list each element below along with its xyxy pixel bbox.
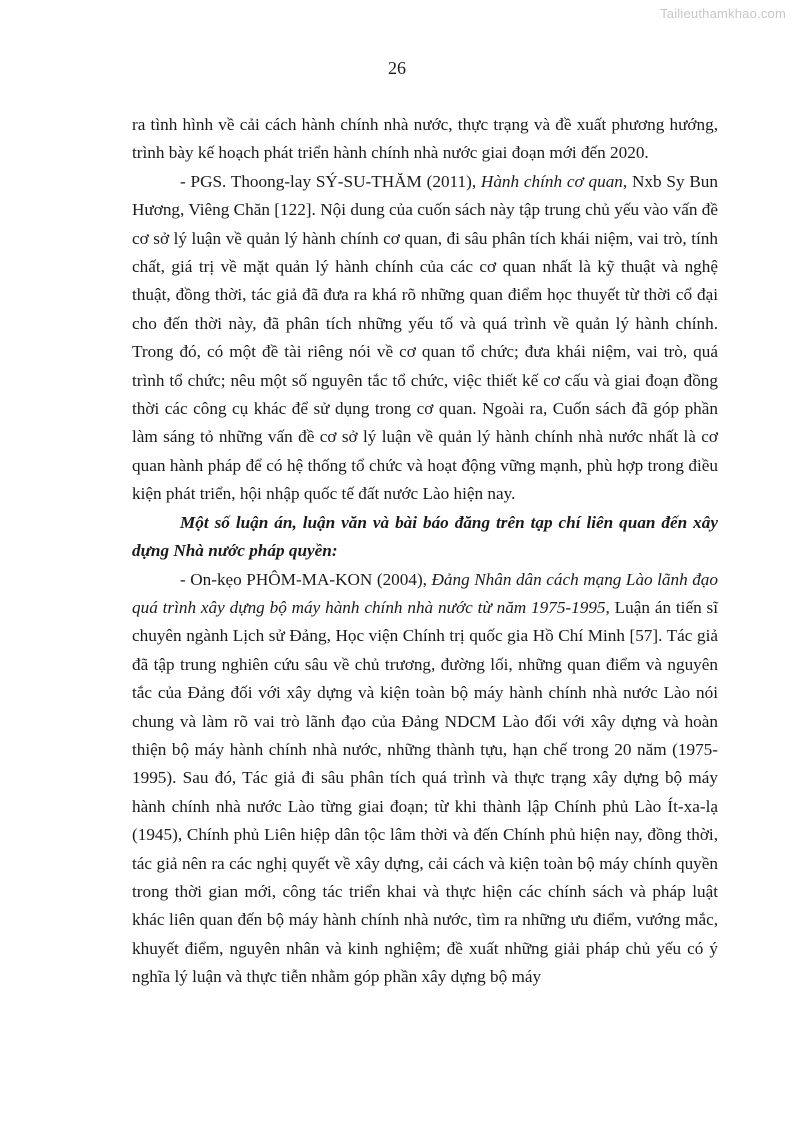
paragraph-continued: ra tình hình về cải cách hành chính nhà nước, thực trạng và đề xuất phương hướng, trình bày kế hoạch phát triển hành chính nhà nước giai đoạn mới đến 2020. [132, 115, 718, 163]
paragraph-reference-2 [132, 566, 718, 992]
reference-description: , Nxb Sy Bun Hương, Viêng Chăn [122]. Nội dung của cuốn sách này tập trung chủ yếu vào vấn đề cơ sở lý luận về quản lý hành chính cơ quan, đi sâu phân tích khái niệm, vai trò, tính chất, giá trị về mặt quản lý hành chính của các cơ quan nhất là kỹ thuật và nghệ thuật, đồng thời, tác giả đã đưa ra khá rõ những quan điểm học thuyết từ thời cổ đại cho đến thời này, đã phân tích những yếu tố và quá trình về quản lý hành chính. Trong đó, có một đề tài riêng nói về cơ quan tổ chức; đưa khái niệm, vai trò, quá trình tổ chức; nêu một số nguyên tắc tổ chức, việc thiết kế cơ cấu và giai đoạn đồng thời các công cụ khác để sử dụng trong cơ quan. Ngoài ra, Cuốn sách đã góp phần làm sáng tỏ những vấn đề cơ sở lý luận về quản lý hành chính nhà nước nhất là cơ quan hành pháp để có hệ thống tổ chức và hoạt động vững mạnh, phù hợp trong điều kiện phát triển, hội nhập quốc tế đất nước Lào hiện nay. [132, 171, 718, 504]
reference-title: Đảng Nhân dân cách mạng Lào lãnh đạo quá trình xây dựng bộ máy hành chính nhà nước từ năm 1975-1995 [132, 569, 718, 617]
page-number: 26 [388, 58, 406, 78]
paragraph-reference-1 [132, 168, 718, 509]
reference-title: Hành chính cơ quan [480, 171, 623, 191]
reference-description: , Luận án tiến sĩ chuyên ngành Lịch sử Đảng, Học viện Chính trị quốc gia Hồ Chí Minh [57]. Tác giả đã tập trung nghiên cứu sâu về chủ trương, đường lối, những quan điểm và nguyên tắc của Đảng đối với xây dựng và kiện toàn bộ máy hành chính nhà nước Lào nói chung và làm rõ vai trò lãnh đạo của Đảng NDCM Lào đối với xây dựng và hoàn thiện bộ máy hành chính nhà nước, những thành tựu, hạn chế trong 20 năm (1975-1995). Sau đó, Tác giả đi sâu phân tích quá trình và thực trạng xây dựng bộ máy hành chính nhà nước Lào từng giai đoạn; từ khi thành lập Chính phủ Lào Ít-xa-lạ (1945), Chính phủ Liên hiệp dân tộc lâm thời và đến Chính phủ hiện nay, đồng thời, tác giả nên ra các nghị quyết về xây dựng, cải cách và kiện toàn bộ máy chính quyền trong thời gian mới, công tác triển khai và thực hiện các chính sách và pháp luật khác liên quan đến bộ máy hành chính nhà nước, tìm ra những ưu điểm, vướng mắc, khuyết điểm, nguyên nhân và kinh nghiệm; đề xuất những giải pháp chủ yếu có ý nghĩa lý luận và thực tiễn nhằm góp phần xây dựng bộ máy [132, 597, 718, 987]
reference-author: - On-kẹo PHÔM-MA-KON (2004), [180, 569, 432, 589]
watermark: Tailieuthamkhao.com [660, 6, 786, 21]
document-body [132, 111, 718, 992]
reference-author: - PGS. Thoong-lay SÝ-SU-THĂM (2011), [180, 171, 481, 191]
section-heading: Một số luận án, luận văn và bài báo đăng trên tạp chí liên quan đến xây dựng Nhà nước pháp quyền: [132, 512, 718, 561]
